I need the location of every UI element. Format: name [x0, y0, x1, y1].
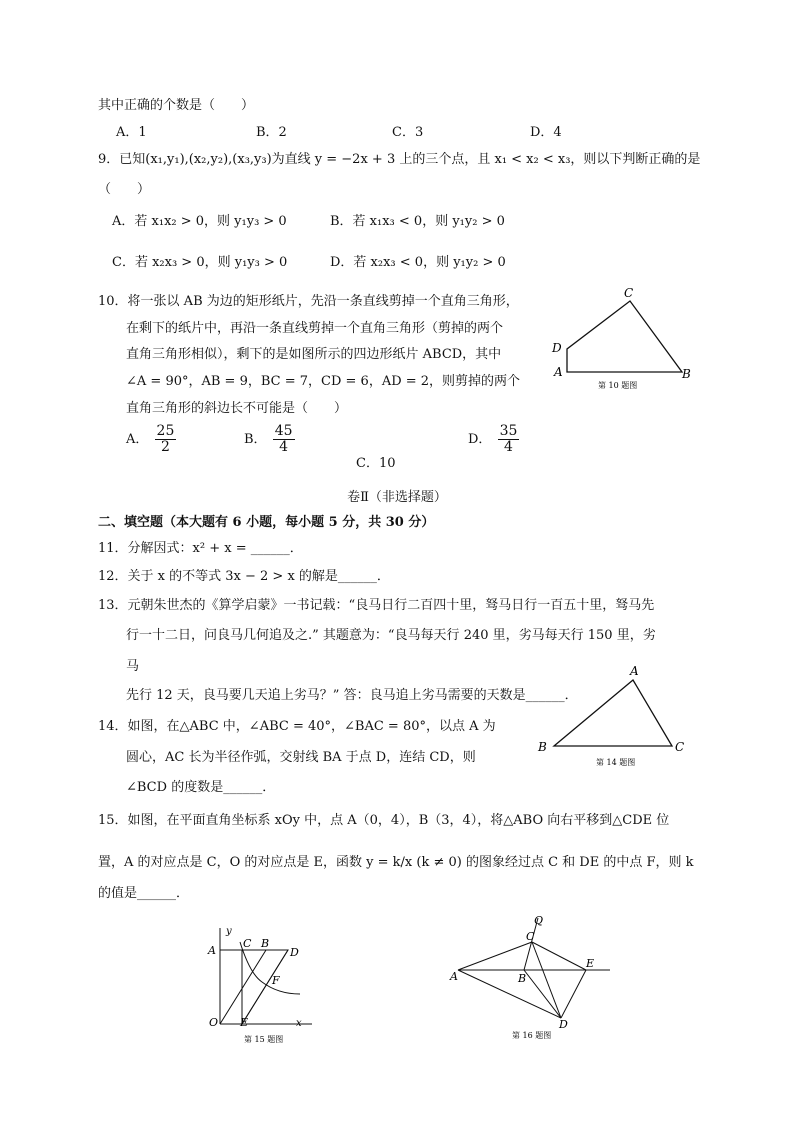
q16-label-q: Q	[534, 914, 544, 927]
q16-caption: 第 16 题图	[512, 1031, 552, 1040]
q16-label-d: D	[559, 1018, 568, 1031]
q15-figure	[200, 922, 320, 1044]
q15-segment-de	[242, 950, 288, 1024]
q10-label-b: B	[682, 367, 691, 381]
q8-option-c: C．3	[392, 125, 424, 140]
q15-label-e: E	[240, 1016, 249, 1029]
q15-label-x: x	[296, 1018, 302, 1029]
q15-label-d: D	[290, 946, 299, 959]
q9-option-c: C．若 x₂x₃ > 0，则 y₁y₃ > 0	[112, 255, 288, 270]
q8-option-b: B．2	[256, 125, 287, 140]
q10-line-5: 直角三角形的斜边长不可能是（ ）	[126, 401, 348, 416]
q14-label-a: A	[630, 664, 639, 678]
q10-option-a	[126, 424, 176, 455]
q16-segment-ac	[458, 942, 532, 970]
q14-label-c: C	[675, 740, 685, 754]
q10-option-a-numerator: 25	[156, 423, 175, 439]
q14-line-3: ∠BCD 的度数是______．	[126, 780, 276, 795]
q9-paren: （ ）	[98, 182, 151, 197]
q15-label-y: y	[226, 926, 232, 937]
q11: 11．分解因式：x² + x = ______．	[98, 541, 303, 556]
q16-segment-bd	[524, 970, 561, 1018]
q10-option-b-label: B．	[244, 432, 267, 447]
q16-segment-ce	[532, 942, 586, 970]
part2-title: 卷Ⅱ（非选择题）	[347, 490, 447, 505]
q10-option-a-label: A．	[126, 432, 149, 447]
q15-label-c: C	[243, 937, 252, 950]
q15-line-1: 15．如图，在平面直角坐标系 xOy 中，点 A（0，4），B（3，4），将△ABO 向右平移到△CDE 位	[98, 813, 670, 828]
q14-label-b: B	[538, 740, 547, 754]
q8-option-d: D．4	[530, 125, 562, 140]
q10-option-d	[468, 424, 519, 455]
q10-option-d-denominator: 4	[504, 439, 513, 455]
q15-label-a: A	[208, 944, 216, 957]
q8-stem-tail: 其中正确的个数是（ ）	[98, 98, 255, 113]
q9-stem: 9．已知(x₁,y₁),(x₂,y₂),(x₃,y₃)为直线 y = −2x + 3 上的三个点，且 x₁ < x₂ < x₃，则以下判断正确的是	[98, 152, 701, 167]
q16-label-e: E	[586, 957, 595, 970]
q16-label-c: C	[526, 930, 535, 943]
q15-caption: 第 15 题图	[244, 1035, 284, 1044]
q10-line-4: ∠A = 90°，AB = 9，BC = 7，CD = 6，AD = 2，则剪掉的两个	[126, 374, 521, 389]
q15-triangle-abo	[220, 950, 266, 1024]
q14-caption: 第 14 题图	[596, 758, 636, 767]
q9-option-d: D．若 x₂x₃ < 0，则 y₁y₂ > 0	[330, 255, 506, 270]
q14-line-2: 圆心，AC 长为半径作弧，交射线 BA 于点 D，连结 CD，则	[126, 750, 476, 765]
q10-option-b	[244, 424, 295, 455]
q8-option-a: A．1	[116, 125, 147, 140]
q10-option-a-denominator: 2	[160, 439, 170, 455]
q9-option-a: A．若 x₁x₂ > 0，则 y₁y₃ > 0	[112, 214, 287, 229]
q14-triangle-abc	[554, 680, 672, 746]
q15-line-3: 的值是______．	[98, 886, 190, 901]
q10-option-d-label: D．	[468, 432, 492, 447]
q16-label-a: A	[450, 970, 458, 983]
q15-line-2: 置，A 的对应点是 C，O 的对应点是 E，函数 y = k/x (k ≠ 0) 的图象经过点 C 和 DE 的中点 F，则 k	[98, 855, 694, 870]
q16-label-b: B	[518, 972, 527, 985]
q13-line-3: 马	[126, 659, 140, 674]
q10-label-d: D	[552, 341, 562, 355]
q10-line-2: 在剩下的纸片中，再沿一条直线剪掉一个直角三角形（剪掉的两个	[126, 321, 504, 336]
q16-segment-ed	[561, 970, 586, 1018]
q10-line-1: 10．将一张以 AB 为边的矩形纸片，先沿一条直线剪掉一个直角三角形，	[98, 294, 519, 309]
q15-label-b: B	[261, 937, 270, 950]
section-fill-in-blank: 二、填空题（本大题有 6 小题，每小题 5 分，共 30 分）	[98, 515, 435, 530]
q10-option-b-denominator: 4	[279, 439, 289, 455]
q14-line-1: 14．如图，在△ABC 中，∠ABC = 40°，∠BAC = 80°，以点 A 为	[98, 719, 496, 734]
q13-line-1: 13．元朝朱世杰的《算学启蒙》一书记载：“良马日行二百四十里，驽马日行一百五十里，驽马先	[98, 598, 655, 613]
q15-label-o: O	[209, 1016, 219, 1029]
q10-label-c: C	[624, 286, 634, 300]
q10-caption: 第 10 题图	[598, 381, 638, 390]
q15-label-f: F	[272, 974, 280, 987]
q10-quadrilateral-abcd	[567, 301, 682, 372]
q10-option-d-numerator: 35	[499, 423, 518, 439]
q16-figure	[448, 912, 618, 1046]
q13-line-4: 先行 12 天，良马要几天追上劣马？” 答：良马追上劣马需要的天数是______．	[126, 688, 578, 703]
q10-option-c: C．10	[356, 456, 396, 471]
q13-line-2: 行一十二日，问良马几何追及之.” 其题意为：“良马每天行 240 里，劣马每天行 150 里，劣	[126, 628, 656, 643]
q10-figure	[548, 284, 698, 394]
q9-option-b: B．若 x₁x₃ < 0，则 y₁y₂ > 0	[330, 214, 505, 229]
q14-figure	[534, 662, 694, 770]
q12: 12．关于 x 的不等式 3x − 2 > x 的解是______．	[98, 569, 390, 584]
q10-line-3: 直角三角形相似），剩下的是如图所示的四边形纸片 ABCD，其中	[126, 347, 502, 362]
q10-option-b-numerator: 45	[274, 423, 293, 439]
q10-label-a: A	[554, 365, 563, 379]
